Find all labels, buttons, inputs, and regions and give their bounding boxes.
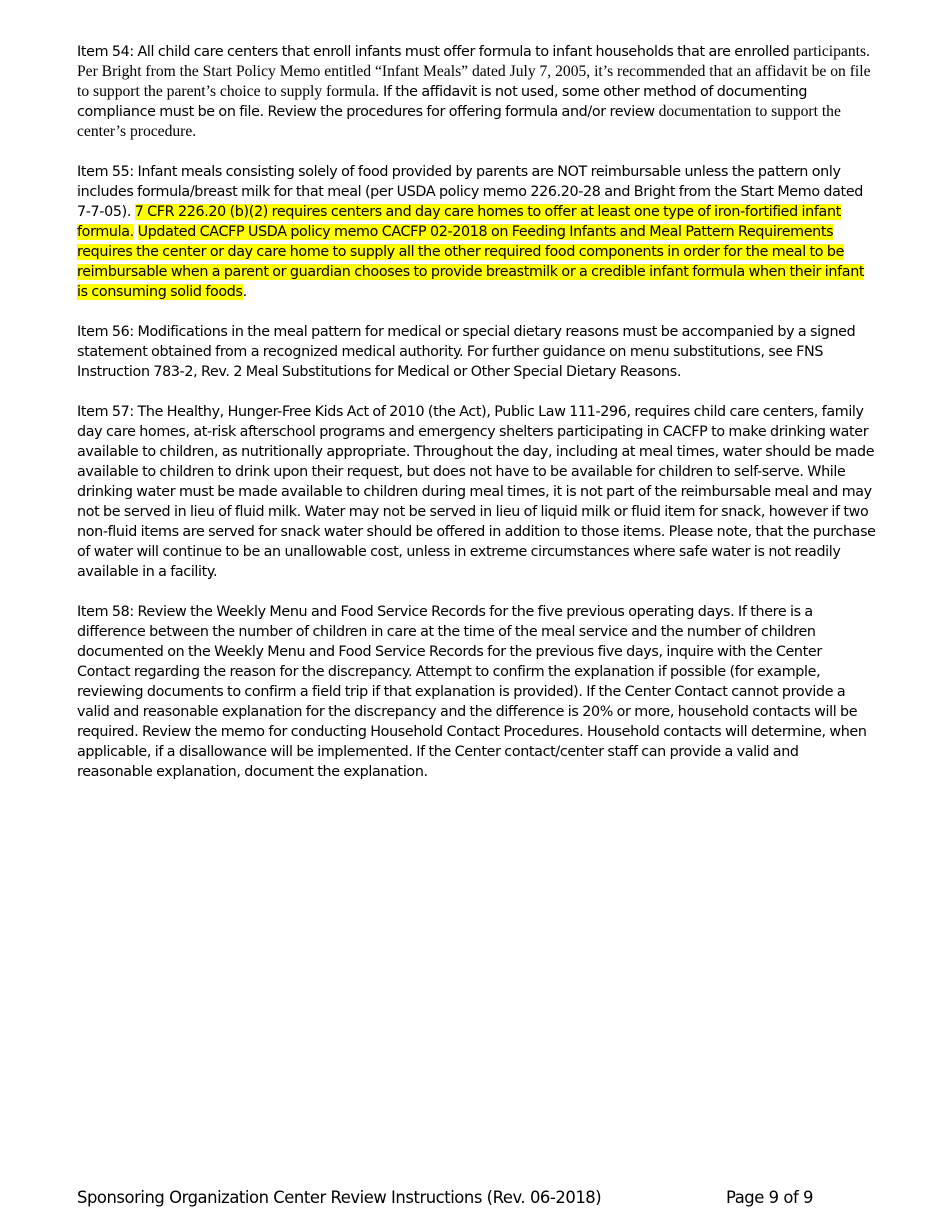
footer-page-number: Page 9 of 9: [726, 1188, 814, 1207]
item-56-paragraph: Item 56: Modifications in the meal pattern for medical or special dietary reasons must be accompanied by a signed statement obtained from a recognized medical authority. For further guidance on menu substitutions, see FNS Instruction 783-2, Rev. 2 Meal Substitutions for Medical or Other Special Dietary Reasons.: [77, 324, 856, 380]
item-55-highlight-memo: Updated CACFP USDA policy memo CACFP 02-2018 on Feeding Infants and Meal Pattern Requirements requires the center or day care home to supply all the other required food components in order for the meal to be reimbursable when a parent or guardian chooses to provide breastmilk or a credible infant formula when their infant is consuming solid foods: [77, 224, 865, 300]
item-55-intro: Item 55: Infant meals consisting solely of food provided by parents are NOT reimbursable unless the pattern only includes formula/breast milk for that meal (per USDA policy memo 226.20-28 and Bright from the Start Memo dated 7-7-05).: [77, 164, 863, 220]
item-54-paragraph: [77, 42, 877, 142]
page-footer: [77, 1188, 817, 1210]
item-54-tail: documentation to support the center’s procedure.: [77, 103, 841, 140]
item-55-end: .: [242, 284, 247, 300]
item-57-paragraph: Item 57: The Healthy, Hunger-Free Kids Act of 2010 (the Act), Public Law 111-296, requires child care centers, family day care homes, at-risk afterschool programs and emergency shelters participating in CACFP to make drinking water available to children, as nutritionally appropriate. Throughout the day, including at meal times, water should be made available to children to drink upon their request, but does not have to be available for children to self-serve. While drinking water must be made available to children during meal times, it is not part of the reimbursable meal and may not be served in lieu of fluid milk. Water may not be served in lieu of liquid milk or fluid item for snack, however if two non-fluid items are served for snack water should be offered in addition to those items. Please note, that the purchase of water will continue to be an unallowable cost, unless in extreme circumstances where safe water is not readily available in a facility.: [77, 404, 876, 580]
item-54-middle: If the affidavit is not used, some other method of documenting compliance must be on file. Review the procedures for offering formula and/or review: [77, 84, 808, 120]
footer-document-title: Sponsoring Organization Center Review Instructions (Rev. 06-2018): [77, 1188, 602, 1207]
document-body: [77, 42, 877, 802]
item-58-paragraph: Item 58: Review the Weekly Menu and Food Service Records for the five previous operating days. If there is a difference between the number of children in care at the time of the meal service and the number of children documented on the Weekly Menu and Food Service Records for the previous five days, inquire with the Center Contact regarding the reason for the discrepancy. Attempt to confirm the explanation if possible (for example, reviewing documents to confirm a field trip if that explanation is provided). If the Center Contact cannot provide a valid and reasonable explanation for the discrepancy and the difference is 20% or more, household contacts will be required. Review the memo for conducting Household Contact Procedures. Household contacts will determine, when applicable, if a disallowance will be implemented. If the Center contact/center staff can provide a valid and reasonable explanation, document the explanation.: [77, 604, 867, 780]
item-55-highlight-cfr: 7 CFR 226.20 (b)(2) requires centers and day care homes to offer at least one type of iron-fortified infant formula.: [77, 204, 841, 240]
item-55-paragraph: [77, 162, 877, 302]
item-54-serif-text: participants. Per Bright from the Start Policy Memo entitled “Infant Meals” dated July 7, 2005, it’s recommended that an affidavit be on file to support the parent’s choice to supply formula.: [77, 43, 871, 100]
item-54-lead: Item 54: All child care centers that enroll infants must offer formula to infant households that are enrolled: [77, 44, 790, 60]
